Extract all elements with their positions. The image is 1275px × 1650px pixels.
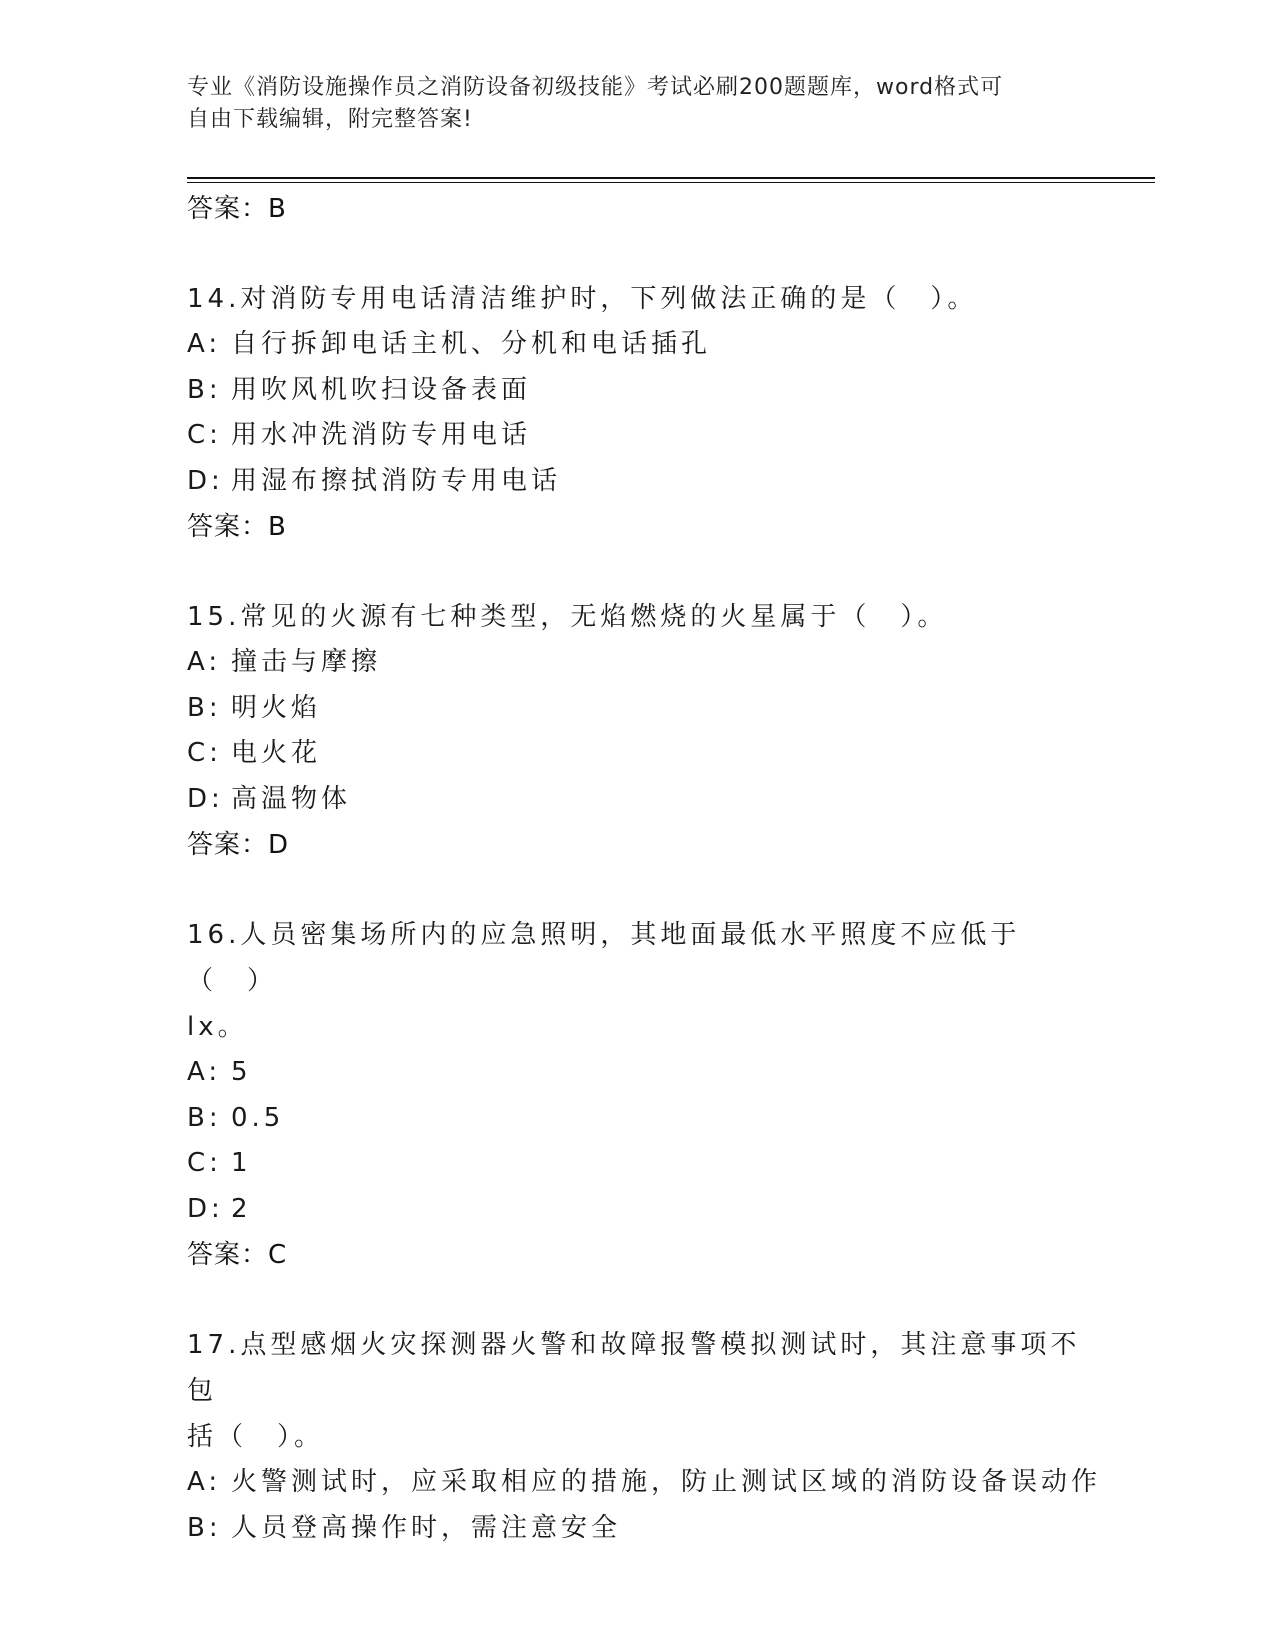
question-answer: 答案：B [187, 512, 287, 542]
option-letter: B: [187, 1102, 222, 1133]
question-stem: 17.点型感烟火灾探测器火警和故障报警模拟测试时，其注意事项不包 [187, 1330, 1081, 1406]
option-c [187, 731, 1087, 777]
question-block [187, 594, 1087, 868]
option-text: 高温物体 [231, 783, 352, 814]
option-d [187, 459, 1087, 505]
option-letter: D: [187, 465, 224, 496]
question-stem: 14.对消防专用电话清洁维护时，下列做法正确的是（ ）。 [187, 284, 978, 314]
question-block [187, 1322, 1102, 1551]
header-rule-thick [187, 177, 1155, 179]
option-text: 2 [231, 1193, 252, 1224]
document-header [187, 72, 1067, 136]
option-letter: A: [187, 1467, 222, 1497]
option-letter: C: [187, 420, 222, 450]
spacer [187, 868, 1087, 912]
option-text: 火警测试时，应采取相应的措施，防止测试区域的消防设备误动作 [231, 1467, 1102, 1497]
option-letter: B: [187, 1512, 222, 1543]
option-letter: D: [187, 1193, 224, 1224]
header-title-line-1: 专业《消防设施操作员之消防设备初级技能》考试必刷200题题库，word格式可 [187, 75, 1004, 100]
option-text: 自行拆卸电话主机、分机和电话插孔 [231, 329, 712, 359]
question-stem-continued: 括（ ）。 [187, 1422, 325, 1452]
option-letter: C: [187, 738, 222, 768]
option-text: 人员登高操作时，需注意安全 [231, 1512, 622, 1543]
option-text: 用湿布擦拭消防专用电话 [231, 465, 562, 496]
spacer [187, 1278, 1087, 1322]
question-block [187, 912, 1087, 1278]
option-text: 用吹风机吹扫设备表面 [231, 374, 532, 405]
option-text: 明火焰 [231, 692, 322, 723]
question-stem: 16.人员密集场所内的应急照明，其地面最低水平照度不应低于（ ） [187, 920, 1021, 996]
previous-answer: 答案：B [187, 194, 287, 224]
option-b [187, 1096, 1087, 1142]
question-answer: 答案：C [187, 1240, 288, 1270]
option-letter: A: [187, 329, 222, 359]
option-b [187, 368, 1087, 414]
spacer [187, 550, 1087, 594]
option-text: 撞击与摩擦 [231, 647, 382, 677]
option-a [187, 1460, 1102, 1506]
question-stem: 15.常见的火源有七种类型，无焰燃烧的火星属于（ ）。 [187, 602, 948, 632]
option-a [187, 322, 1087, 368]
option-c [187, 413, 1087, 459]
option-text: 电火花 [231, 738, 322, 768]
option-d [187, 777, 1087, 823]
option-letter: C: [187, 1148, 222, 1178]
option-letter: D: [187, 783, 224, 814]
option-text: 1 [231, 1148, 252, 1178]
question-list [187, 186, 1102, 1551]
question-stem-continued: lx。 [187, 1012, 248, 1042]
option-letter: A: [187, 647, 222, 677]
header-rule-thin [187, 182, 1155, 183]
option-a [187, 1050, 1087, 1096]
option-d [187, 1187, 1087, 1233]
option-letter: B: [187, 374, 222, 405]
header-title-line-2: 自由下载编辑，附完整答案! [187, 107, 473, 132]
spacer [187, 232, 1087, 276]
option-text: 0.5 [231, 1102, 285, 1133]
option-b [187, 1506, 1087, 1552]
option-c [187, 1141, 1087, 1187]
option-letter: A: [187, 1057, 222, 1087]
option-text: 5 [231, 1057, 252, 1087]
option-letter: B: [187, 692, 222, 723]
option-text: 用水冲洗消防专用电话 [231, 420, 532, 450]
option-b [187, 686, 1087, 732]
question-block [187, 276, 1087, 550]
question-answer: 答案：D [187, 830, 290, 860]
option-a [187, 640, 1087, 686]
